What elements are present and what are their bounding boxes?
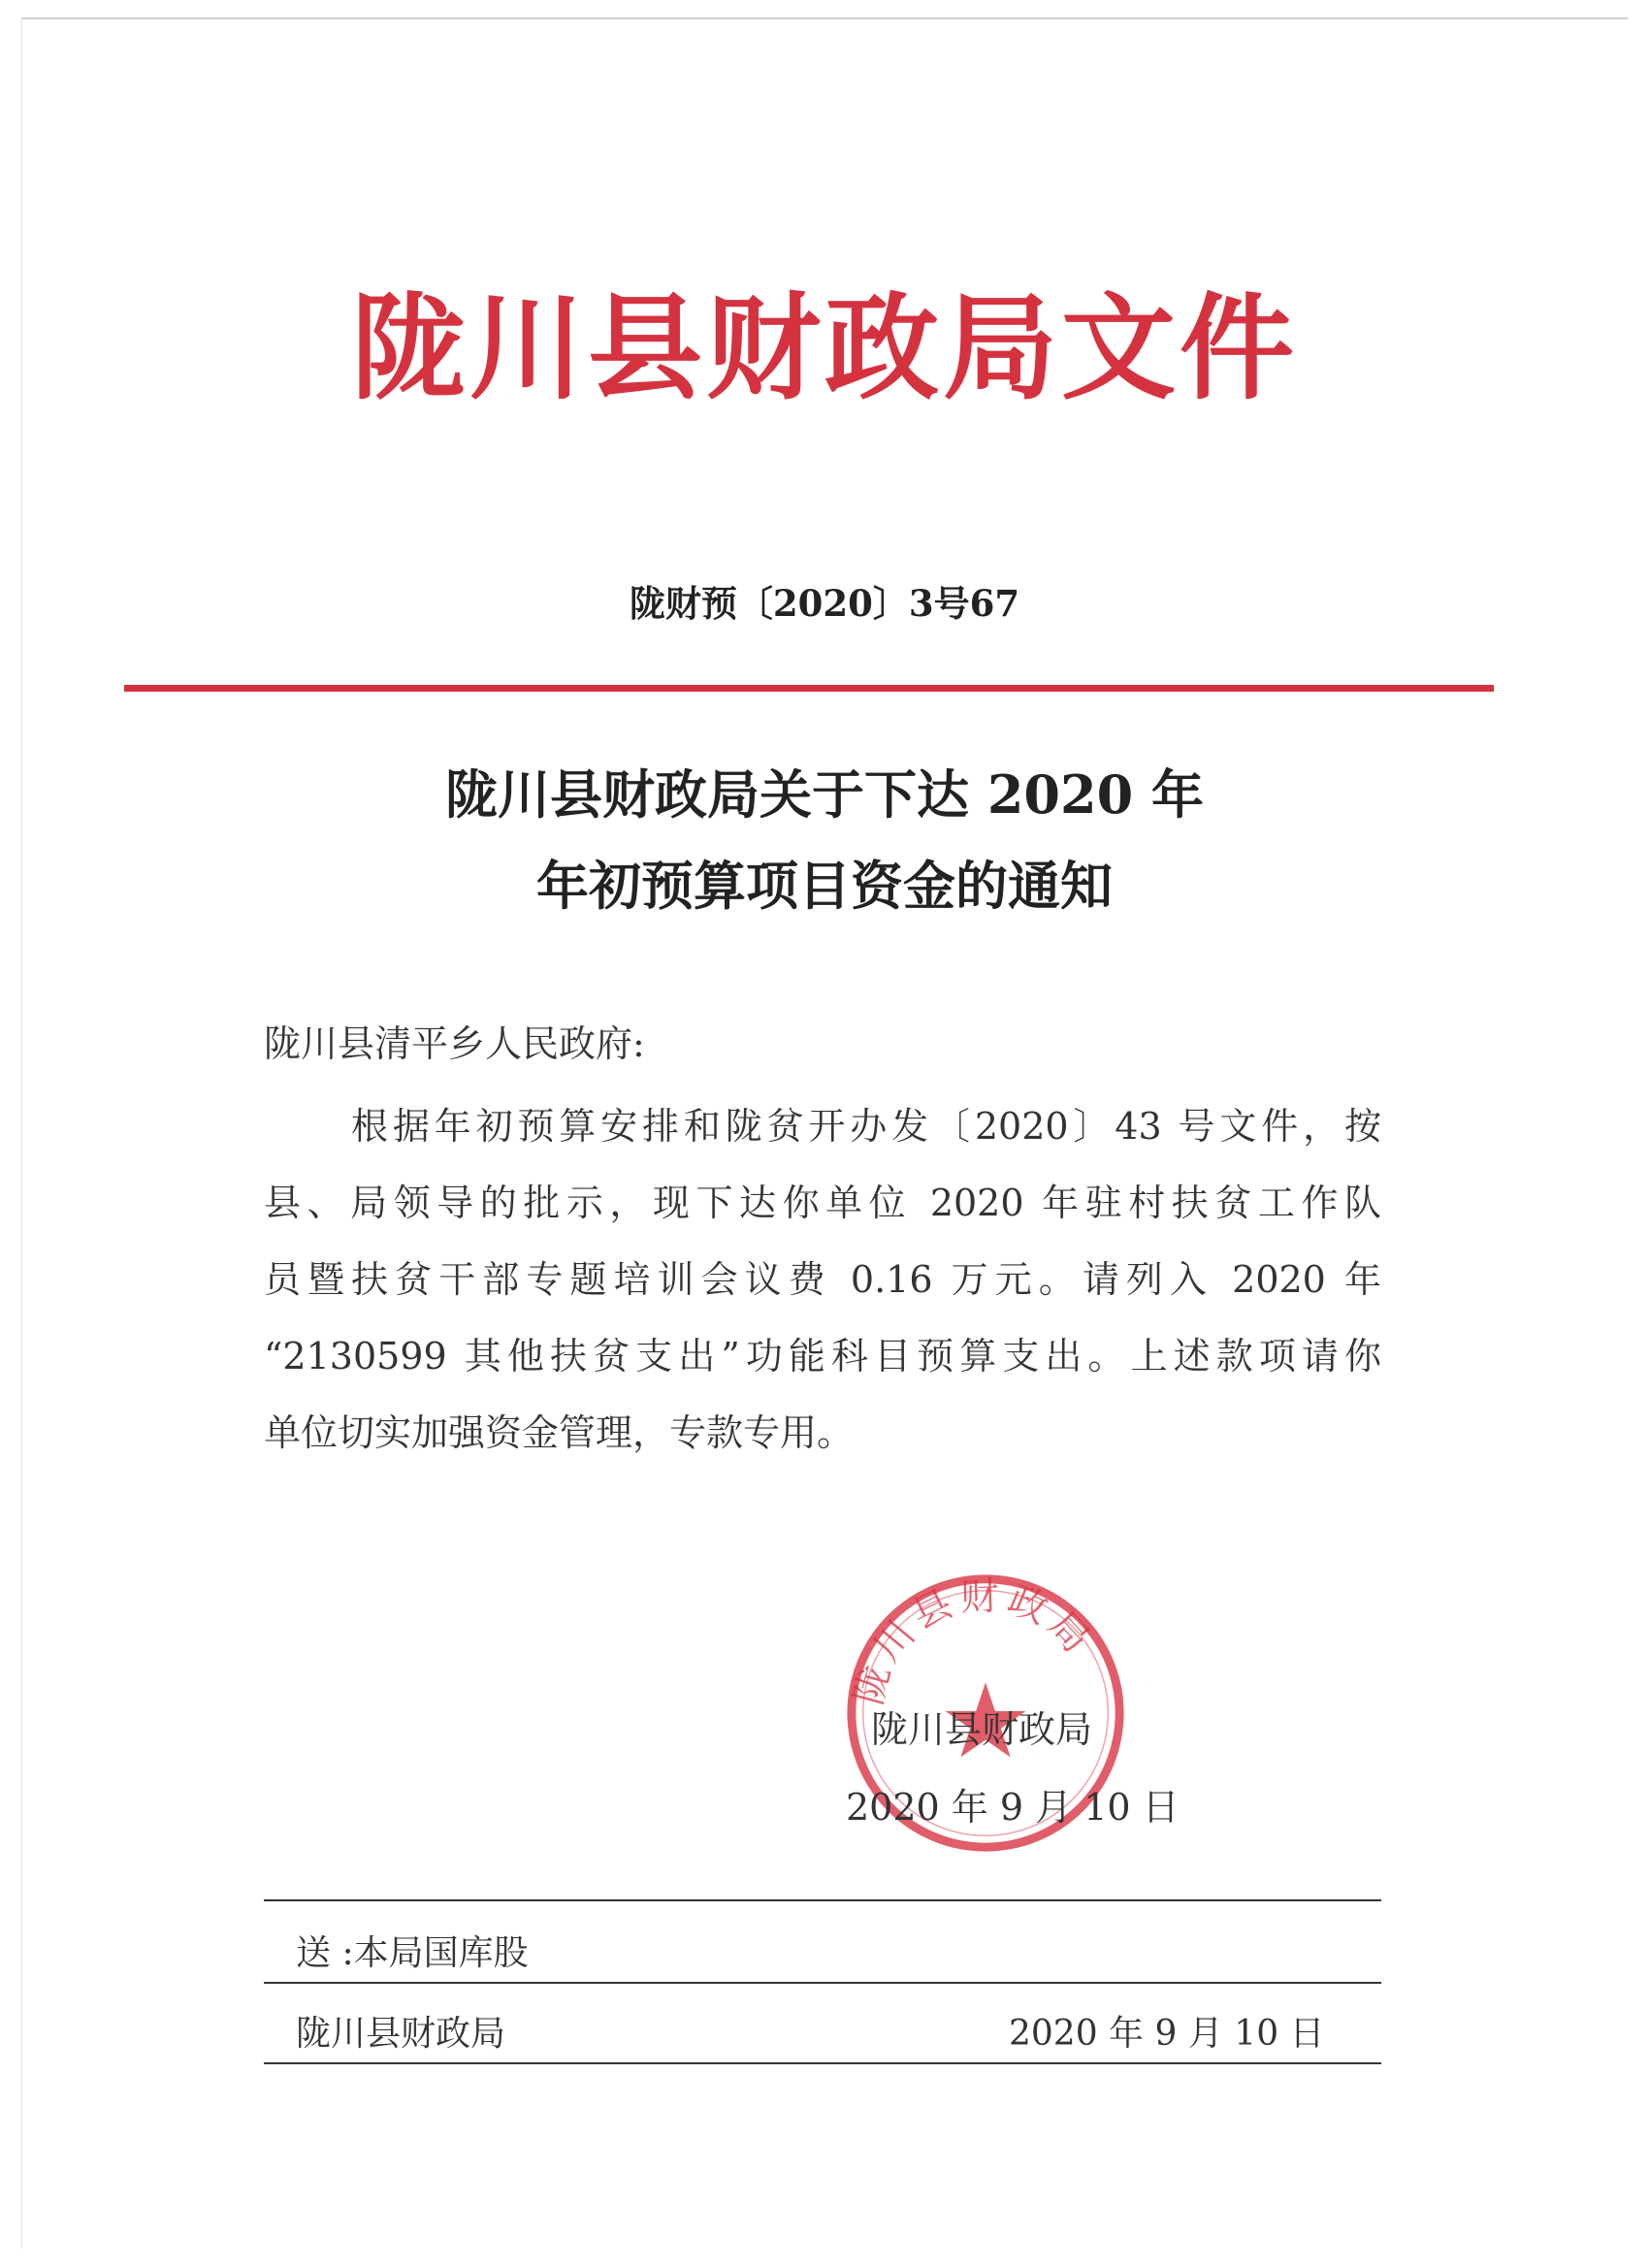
body-line-1: 根据年初预算安排和陇贫开办发〔2020〕43 号文件，按 xyxy=(351,1105,1381,1148)
footer-issue-date: 2020 年 9 月 10 日 xyxy=(1009,2014,1325,2054)
signature-date: 2020 年 9 月 10 日 xyxy=(846,1786,1180,1829)
body-line-3: 员暨扶贫干部专题培训会议费 0.16 万元。请列入 2020 年 xyxy=(264,1258,1381,1301)
footer-issuing-org: 陇川县财政局 xyxy=(296,2014,506,2054)
body-line-5: 单位切实加强资金管理，专款专用。 xyxy=(264,1411,855,1454)
footer-rule-bottom xyxy=(264,2062,1381,2064)
document-subject xyxy=(0,749,1649,931)
document-number: 陇财预〔2020〕3号67 xyxy=(629,582,1020,625)
subject-line-2: 年初预算项目资金的通知 xyxy=(536,855,1113,917)
page-edge xyxy=(21,17,1628,19)
header-red-rule xyxy=(124,685,1494,692)
body-line-4: “2130599 其他扶贫支出”功能科目预算支出。上述款项请你 xyxy=(264,1335,1381,1377)
footer-rule-middle xyxy=(264,1982,1381,1984)
footer-rule-top xyxy=(264,1899,1381,1901)
document-header-title: 陇川县财政局文件 xyxy=(350,280,1298,415)
svg-text:陇川县财政局: 陇川县财政局 xyxy=(846,1573,1103,1710)
body-line-2: 县、局领导的批示，现下达你单位 2020 年驻村扶贫工作队 xyxy=(264,1182,1381,1224)
subject-line-1: 陇川县财政局关于下达 2020 年 xyxy=(445,763,1204,826)
signature-organization: 陇川县财政局 xyxy=(871,1708,1093,1751)
body-paragraph xyxy=(264,1088,1381,1472)
copy-to-line: 送 :本局国库股 xyxy=(296,1933,529,1973)
addressee: 陇川县清平乡人民政府: xyxy=(264,1022,645,1065)
